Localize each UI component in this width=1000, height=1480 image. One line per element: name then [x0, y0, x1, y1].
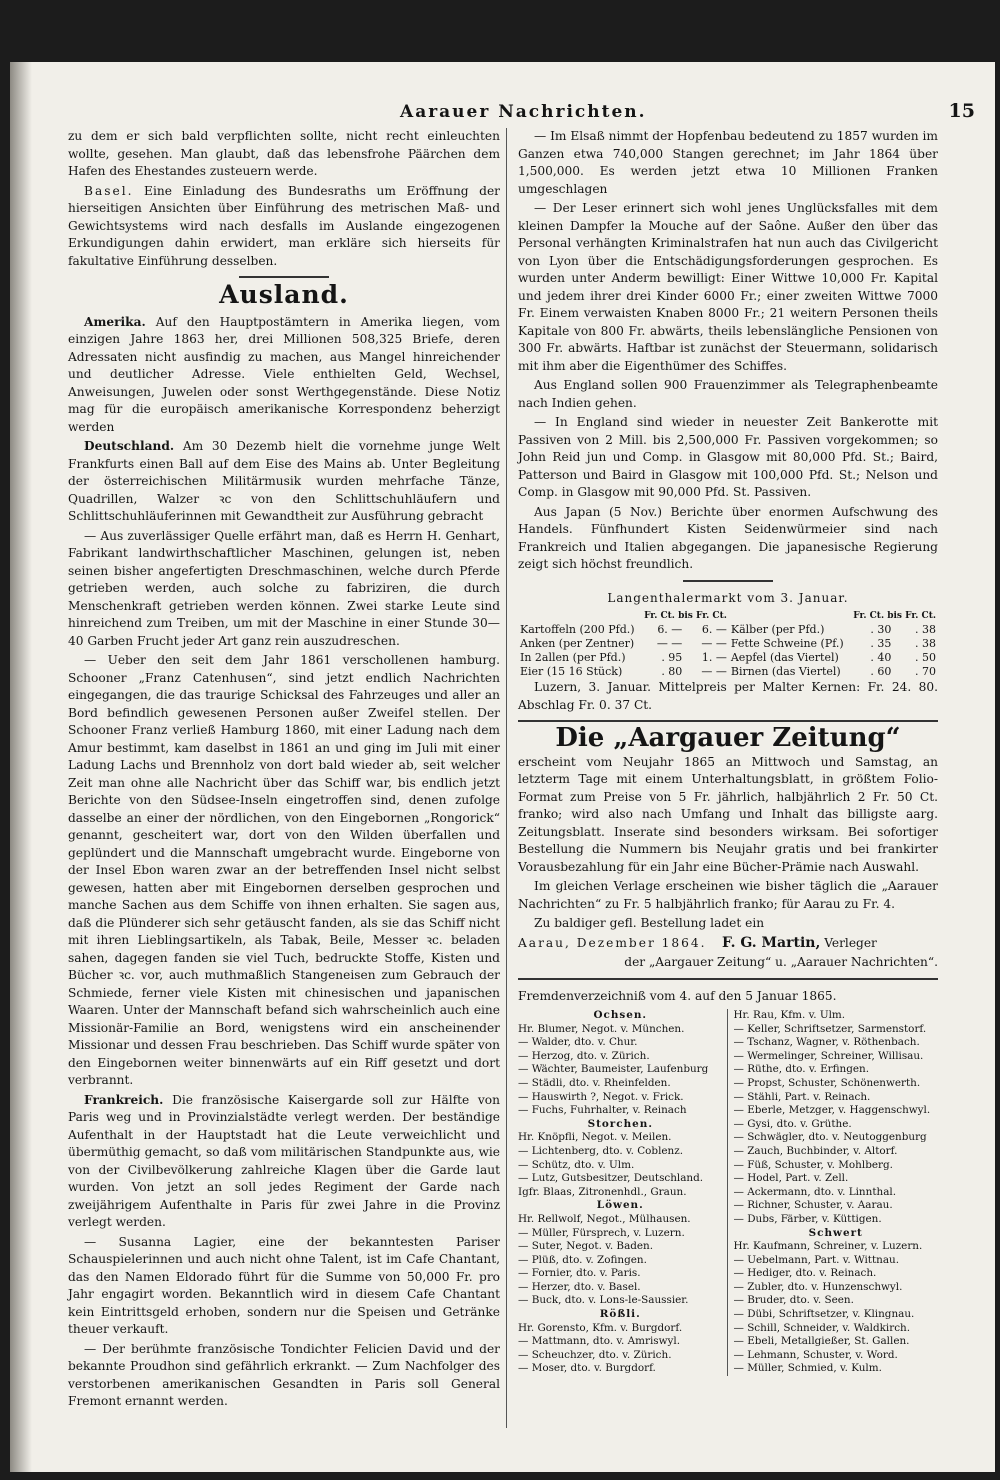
market-col-head: Fr. Ct. bis Fr. Ct. — [644, 611, 727, 621]
register-entry: — Richner, Schuster, v. Aarau. — [733, 1199, 893, 1212]
register-entry: — Lehmann, Schuster, v. Word. — [733, 1348, 898, 1361]
market-row — [518, 651, 938, 665]
register-entry: — Wermelinger, Schreiner, Willisau. — [733, 1049, 924, 1062]
market-cell: — — — [656, 637, 683, 650]
market-cell: . 40 — [870, 651, 892, 664]
register-entry: Hr. Blumer, Negot. v. München. — [518, 1022, 685, 1035]
register-entry: — Eberle, Metzger, v. Haggenschwyl. — [733, 1104, 931, 1117]
frankreich-paragraph — [68, 1092, 500, 1232]
register-entry: Hr. Kaufmann, Schreiner, v. Luzern. — [733, 1240, 923, 1253]
register-entry: Igfr. Blaas, Zitronenhdl., Graun. — [518, 1185, 687, 1198]
column-rule — [506, 128, 507, 1428]
market-row — [518, 623, 938, 637]
paragraph: — Der Leser erinnert sich wohl jenes Unglücksfalles mit dem kleinen Dampfer la Mouche auf der Saône. Außer den über das Personal verhängten Kriminalstrafen hat nun auch das Civilgericht von Lyon über die Entschädigungsforderungen gesprochen. Es wurden unter Anderm bewilligt: Einer Wittwe 10,000 Fr. Kapital und jedem ihrer drei Kinder 6000 Fr.; einer zweiten Wittwe 7000 Fr. Einem verwaisten Knaben 8000 Fr.; 21 weitern Personen theils Kapitale von 800 Fr. abwärts, theils lebenslängliche Pensionen von 300 Fr. abwärts. Haftbar ist zunächst der Steuermann, solidarisch mit ihm aber die Eigenthümer des Schiffes. — [518, 201, 938, 373]
register-entry: — Müller, Schmied, v. Kulm. — [733, 1362, 882, 1375]
market-cell: Birnen (das Viertel) — [730, 665, 841, 678]
market-cell: 6. — — [657, 623, 683, 636]
ad-paragraph: Im gleichen Verlage erscheinen wie bisher täglich die „Aarauer Nachrichten“ zu Fr. 5 halbjährlich franko; für Aarau zu Fr. 4. — [518, 879, 938, 911]
section-rule — [518, 978, 938, 980]
register-entry: — Hauswirth ?, Negot. v. Frick. — [518, 1090, 684, 1103]
market-cell: . 30 — [870, 623, 892, 636]
paragraph: — Der berühmte französische Tondichter Felicien David und der bekannte Proudhon sind gefährlich erkrankt. — Zum Nachfolger des verstorbenen amerikanischen Gesandten in Paris soll General Fremont ernannt werden. — [68, 1341, 500, 1408]
market-table — [518, 609, 938, 679]
basel-paragraph — [68, 183, 500, 271]
left-column — [68, 128, 500, 1413]
register-entry: — Fuchs, Fuhrhalter, v. Reinach — [518, 1104, 687, 1117]
market-cell: — — — [701, 665, 727, 678]
paragraph: — In England sind wieder in neuester Zeit Bankerotte mit Passiven von 2 Mill. bis 2,500,000 Fr. Passiven vorgekommen; so John Reid jun und Comp. in Glasgow mit 80,000 Pfd. St.; Baird, Patterson und Baird in Glasgow mit 100,000 Pfd. St.; Nelson und Comp. in Glasgow mit 90,000 Pfd. St. Passiven. — [518, 415, 938, 499]
market-cell: . 35 — [870, 637, 892, 650]
paragraph: — Aus zuverlässiger Quelle erfährt man, daß es Herrn H. Genhart, Fabrikant landwirthschaftlicher Maschinen, gelungen ist, neben seinen bisher angefertigten Dreschmaschinen, welche durch Pferde getrieben werden, auch solche zu fabriziren, die durch Menschenkraft getrieben werden können. Zwei starke Leute sind hinreichend zum Treiben, um mit der Maschine in einer Stunde 30—40 Garben Frucht jeder Art ganz rein auszudreschen. — [68, 528, 500, 648]
market-cell: . 50 — [915, 651, 936, 664]
deutschland-text: Am 30 Dezemb hielt die vornehme junge Welt Frankfurts einen Ball auf dem Eise des Mains ab. Unter Begleitung der österreichischen Militärmusik wurden mehrfache Tänze, Quadrillen, Walzer ꝛc von den Schlittschuhläufern und Schlittschuhläuferinnen mit Gewandtheit zur Ausführung gebracht — [68, 439, 500, 523]
register-col-left — [518, 1009, 728, 1376]
amerika-paragraph — [68, 314, 500, 437]
paragraph: — Ueber den seit dem Jahr 1861 verschollenen hamburg. Schooner „Franz Catenhusen“, sind jetzt endlich Nachrichten eingegangen, die das traurige Schicksal des Fahrzeuges und aller an Bord befindlich gewesenen Personen außer Zweifel stellen. Der Schooner Franz verließ Hamburg 1860, mit einer Ladung nach dem Amur bestimmt, kam daselbst in 1861 an und ging im Juli mit einer Ladung Lachs und Brennholz von dort bald wieder ab, seit welcher Zeit man ohne alle Nachricht über das Schiff war, bis endlich jetzt Berichte von den Südsee-Inseln eingetroffen sind, denen zufolge dasselbe an einer der nördlichen, von den Eingebornen „Rongorick“ genannt, gescheitert war, dort von den Wilden überfallen und geplündert und die Mannschaft umgebracht wurde. Eingeborne von der Insel Ebon waren zwar an der betreffenden Insel nicht selbst gewesen, hatten aber mit Eingebornen derselben gesprochen und manche Sachen aus dem Schiffe von ihnen erhalten. Sie sagen aus, daß die Plünderer sich sehr getäuscht fanden, als sie das Schiff nicht mit ihren Lieblingsartikeln, als Tabak, Beile, Messer ꝛc. beladen sahen, dagegen fanden sie viel Tuch, bedruckte Stoffe, Kisten und Bücher ꝛc. vor, auch muthmaßlich Stangeneisen zum Gebrauch der Schmiede, ferner viele Kisten mit chinesischen und japanischen Waaren. Unter der Mannschaft befand sich wahrscheinlich auch eine Missionär-Familie an Bord, wenigstens wird ein anscheinender Missionar und dessen Frau beschrieben. Das Schiff wurde später von den Eingebornen weiter binnenwärts auf ein Riff gesetzt und dort verbrannt. — [68, 653, 500, 1087]
register-entry: — Stähli, Part. v. Reinach. — [733, 1090, 871, 1103]
paragraph: — Im Elsaß nimmt der Hopfenbau bedeutend zu 1857 wurden im Ganzen etwa 740,000 Stangen gerechnet; im Jahr 1864 über 1,500,000. Es werden jetzt etwa 10 Millionen Franken umgeschlagen — [518, 129, 938, 196]
register-entry: — Buck, dto. v. Lons-le-Saussier. — [518, 1294, 689, 1307]
ad-title: Die „Aargauer Zeitung“ — [555, 723, 901, 753]
register-entry: — Städli, dto. v. Rheinfelden. — [518, 1076, 671, 1089]
market-cell: Fette Schweine (Pf.) — [730, 637, 844, 650]
amerika-text: Auf den Hauptpostämtern in Amerika liegen, vom einzigen Jahre 1863 her, drei Millionen 508,325 Briefe, deren Adressaten nicht ausfindig zu machen, aus Mangel hinreichender und deutlicher Adresse. Viele enthielten Geld, Wechsel, Anweisungen, Juwelen oder sonst Werthgegenstände. Diese Notiz mag für die europäisch amerikanische Korrespondenz beherzigt werden — [68, 314, 500, 434]
register-entry: — Moser, dto. v. Burgdorf. — [518, 1362, 656, 1375]
register-entry: Hr. Rau, Kfm. v. Ulm. — [733, 1009, 846, 1021]
register-col-right — [728, 1009, 939, 1376]
register-entry: — Herzer, dto. v. Basel. — [518, 1280, 641, 1293]
register-entry: — Schill, Schneider, v. Waldkirch. — [733, 1321, 911, 1334]
register-title: Fremdenverzeichniß vom 4. auf den 5 Januar 1865. — [518, 988, 837, 1003]
market-cell: . 80 — [661, 665, 683, 678]
register-entry: — Suter, Negot. v. Baden. — [518, 1240, 654, 1253]
ad-paragraph: Zu baldiger gefl. Bestellung ladet ein — [534, 916, 765, 930]
register-entry: — Wächter, Baumeister, Laufenburg — [518, 1063, 709, 1076]
basel-keyword: Basel. — [84, 183, 134, 198]
register-entry: — Lutz, Gutsbesitzer, Deutschland. — [518, 1172, 704, 1185]
basel-text: Eine Einladung des Bundesraths um Eröffnung der hierseitigen Ansichten über Einführung des metrischen Maß- und Gewichtsystems wird nach desfalls im Auslande eingezogenen Erkundigungen dahin erwidert, man erkläre sich hierseits für fakultative Einführung desselben. — [68, 183, 501, 268]
ad-signature-2: der „Aargauer Zeitung“ u. „Aarauer Nachrichten“. — [624, 955, 938, 969]
deutschland-paragraph — [68, 438, 500, 526]
market-cell: . 70 — [915, 665, 936, 678]
register-entry: — Zauch, Buchbinder, v. Altorf. — [733, 1144, 898, 1157]
ad-signer: F. G. Martin, — [722, 934, 821, 951]
page-number: 15 — [948, 100, 975, 122]
register-entry: — Lichtenberg, dto. v. Coblenz. — [518, 1144, 684, 1157]
market-col-head: Fr. Ct. bis Fr. Ct. — [853, 611, 936, 621]
register-entry: — Mattmann, dto. v. Amriswyl. — [518, 1335, 681, 1348]
register-entry: — Dübi, Schriftsetzer, v. Klingnau. — [733, 1308, 915, 1321]
register-entry: — Füß, Schuster, v. Mohlberg. — [733, 1158, 893, 1171]
register-entry: — Ackermann, dto. v. Linnthal. — [733, 1185, 897, 1198]
register-entry: — Rüthe, dto. v. Erfingen. — [733, 1063, 870, 1076]
deutschland-keyword: Deutschland. — [84, 439, 175, 453]
inn-name: Schwert — [808, 1226, 863, 1239]
page-header — [70, 100, 975, 128]
market-cell: Anken (per Zentner) — [520, 637, 635, 650]
register-entry: — Scheuchzer, dto. v. Zürich. — [518, 1348, 672, 1361]
register-entry: Hr. Knöpfli, Negot. v. Meilen. — [518, 1131, 672, 1144]
register-entry: — Walder, dto. v. Chur. — [518, 1036, 638, 1049]
market-cell: — — — [701, 637, 727, 650]
market-cell: Kartoffeln (200 Pfd.) — [520, 623, 635, 636]
register-entry: Hr. Rellwolf, Negot., Mülhausen. — [518, 1212, 691, 1225]
register-entry: — Schütz, dto. v. Ulm. — [518, 1158, 635, 1171]
market-header — [518, 609, 938, 623]
luzern-paragraph: Luzern, 3. Januar. Mittelpreis per Malter Kernen: Fr. 24. 80. Abschlag Fr. 0. 37 Ct. — [518, 680, 938, 712]
register-entry: — Uebelmann, Part. v. Wittnau. — [733, 1253, 900, 1266]
register-entry: — Plüß, dto. v. Zofingen. — [518, 1253, 647, 1266]
paragraph: — Susanna Lagier, eine der bekanntesten Pariser Schauspielerinnen und auch nicht ohne Talent, ist im Cafe Chantant, das den Namen Eldorado führt für die Summe von 50,000 Fr. pro Jahr engagirt worden. Bekanntlich wird in diesem Cafe Chantant kein Eintrittsgeld erhoben, sondern nur die Speisen und Getränke theuer verkauft. — [68, 1234, 500, 1336]
market-cell: . 38 — [915, 637, 936, 650]
register-entry: — Keller, Schriftsetzer, Sarmenstorf. — [733, 1022, 927, 1035]
section-rule — [239, 276, 329, 278]
inn-name: Storchen. — [587, 1117, 653, 1130]
inn-name: Löwen. — [596, 1199, 644, 1212]
ad-signature-line — [518, 935, 938, 953]
register-entry: — Schwägler, dto. v. Neutoggenburg — [733, 1131, 927, 1144]
ausland-heading: Ausland. — [219, 280, 349, 309]
paragraph: Aus England sollen 900 Frauenzimmer als Telegraphenbeamte nach Indien gehen. — [518, 378, 938, 410]
register-entry: — Bruder, dto. v. Seen. — [733, 1294, 854, 1307]
market-cell: 6. — — [701, 623, 727, 636]
running-title: Aarauer Nachrichten. — [400, 102, 647, 122]
newspaper-page — [10, 62, 995, 1472]
market-cell: Eier (15 16 Stück) — [520, 665, 623, 678]
market-title: Langenthalermarkt vom 3. Januar. — [607, 590, 849, 605]
ad-role: Verleger — [824, 935, 877, 950]
market-cell: . 95 — [661, 651, 683, 664]
amerika-keyword: Amerika. — [84, 314, 146, 329]
ad-place: Aarau, Dezember 1864. — [518, 935, 707, 950]
register-entry: — Propst, Schuster, Schönenwerth. — [733, 1076, 921, 1089]
paragraph: zu dem er sich bald verpflichten sollte, nicht recht einleuchten wollte, gesehen. Man glaubt, daß das lebensfrohe Päärchen dem Hafen des Ehestandes zusteuern werde. — [68, 129, 500, 178]
market-cell: Aepfel (das Viertel) — [730, 651, 839, 664]
paragraph: Aus Japan (5 Nov.) Berichte über enormen Aufschwung des Handels. Fünfhundert Kisten Seidenwürmeier sind nach Frankreich und Italien abgegangen. Die japanesische Regierung zeigt sich höchst freundlich. — [518, 504, 938, 571]
register-entry: Hr. Gorensto, Kfm. v. Burgdorf. — [518, 1321, 683, 1334]
market-cell: . 60 — [870, 665, 892, 678]
register-entry: — Hediger, dto. v. Reinach. — [733, 1267, 877, 1280]
market-row — [518, 637, 938, 651]
register — [518, 1009, 938, 1376]
section-rule — [518, 720, 938, 722]
market-row — [518, 665, 938, 679]
market-cell: Kälber (per Pfd.) — [730, 623, 825, 636]
register-entry: — Ebeli, Metallgießer, St. Gallen. — [733, 1335, 910, 1348]
frankreich-keyword: Frankreich. — [84, 1092, 164, 1107]
market-cell: 1. — — [701, 651, 727, 664]
ad-paragraph: erscheint vom Neujahr 1865 an Mittwoch und Samstag, an letzterm Tage mit einem Unterhaltungsblatt, in größtem Folio-Format zum Preise von 5 Fr. jährlich, halbjährlich 2 Fr. 50 Ct. franko; wird also nach Umfang und Inhalt das billigste aarg. Zeitungsblatt. Inserate sind besonders wirksam. Bei sofortiger Bestellung die Nummern bis Neujahr gratis und bei frankirter Vorausbezahlung für ein Jahr eine Bücher-Prämie nach Auswahl. — [518, 754, 938, 874]
register-entry: — Hodel, Part. v. Zell. — [733, 1172, 849, 1185]
register-entry: — Gysi, dto. v. Grüthe. — [733, 1117, 852, 1130]
market-cell: . 38 — [915, 623, 936, 636]
register-entry: — Müller, Fürsprech, v. Luzern. — [518, 1226, 685, 1239]
inn-name: Rößli. — [599, 1308, 641, 1321]
market-cell: In 2allen (per Pfd.) — [520, 651, 626, 664]
register-entry: — Zubler, dto. v. Hunzenschwyl. — [733, 1280, 903, 1293]
right-column — [518, 128, 938, 1376]
inn-name: Ochsen. — [593, 1009, 648, 1021]
frankreich-text: Die französische Kaisergarde soll zur Hälfte von Paris weg und in Provinzialstädte verlegt werden. Der beständige Aufenthalt in der Hauptstadt hat die Leute verweichlicht und übermüthig gemacht, so daß vom militärischen Standpunkte aus, wie von der Civilbevölkerung zahlreiche Klagen über die Garde laut wurden. Von jetzt an soll jedes Regiment der Garde nach zweijährigem Aufenthalte in Paris für zwei Jahre in die Provinz verlegt werden. — [68, 1092, 500, 1229]
register-entry: — Tschanz, Wagner, v. Röthenbach. — [733, 1036, 920, 1049]
register-entry: — Fornier, dto. v. Paris. — [518, 1267, 641, 1280]
register-entry: — Dubs, Färber, v. Küttigen. — [733, 1212, 882, 1225]
register-entry: — Herzog, dto. v. Zürich. — [518, 1049, 650, 1062]
section-rule — [683, 580, 773, 582]
